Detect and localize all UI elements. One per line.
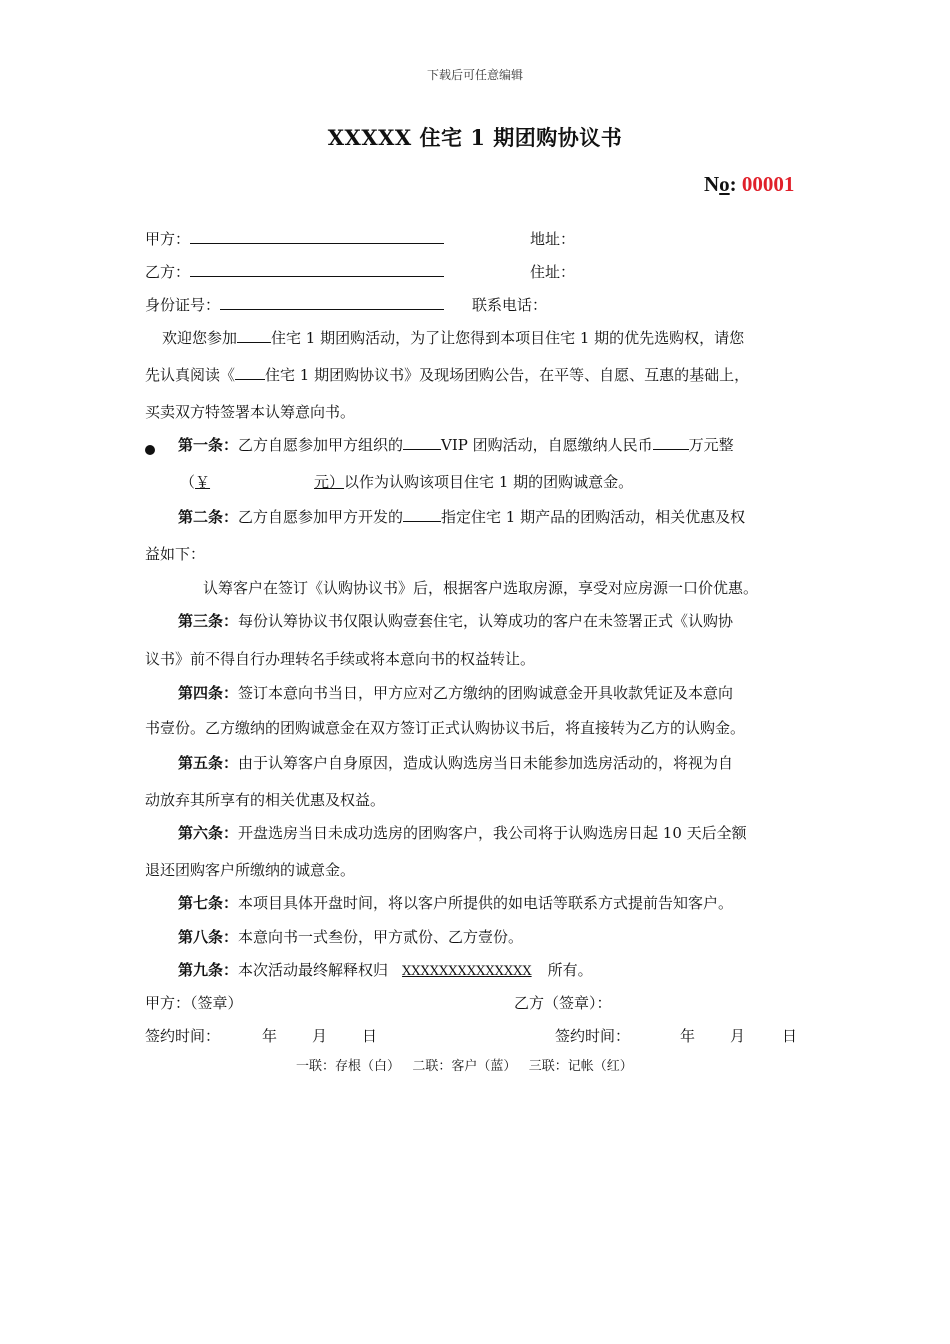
document-number: [704, 172, 794, 197]
article-1-line-1: [178, 434, 734, 455]
project-name-blank[interactable]: [237, 328, 271, 343]
id-number-blank[interactable]: [220, 295, 444, 310]
intro-line-2: [145, 364, 749, 385]
article-text: 由于认筹客户自身原因，造成认购选房当日未能参加选房活动的，将视为自: [238, 754, 734, 772]
yen-amount-field[interactable]: [195, 473, 344, 491]
intro-text: 欢迎您参加: [162, 329, 238, 347]
article-6-line-2: 退还团购客户所缴纳的诚意金。: [145, 861, 356, 879]
yen-symbol: ￥: [195, 473, 211, 491]
article-text: 指定住宅 1 期产品的团购活动，相关优惠及权: [441, 508, 746, 526]
amount-blank[interactable]: [653, 435, 689, 450]
id-number-label: 身份证号：: [145, 296, 221, 314]
article-1-line-2: [180, 471, 633, 492]
article-text: 每份认筹协议书仅限认购壹套住宅，认筹成功的客户在未签署正式《认购协: [238, 612, 734, 630]
article-9-line-1: [178, 959, 593, 980]
document-title: XXXXX 住宅 1 期团购协议书: [327, 125, 623, 150]
article-label: 第一条：: [178, 436, 239, 454]
article-2-line-2: 益如下：: [145, 545, 206, 563]
activity-blank[interactable]: [403, 435, 441, 450]
doc-no-label-o: o: [719, 172, 730, 196]
article-label: 第九条：: [178, 961, 239, 979]
residence-label: 住址：: [530, 263, 576, 281]
article-text: 乙方自愿参加甲方开发的: [238, 508, 404, 526]
article-6-line-1: [178, 822, 747, 843]
intro-text: 住宅 1 期团购协议书》及现场团购公告，在平等、自愿、互惠的基础上，: [265, 366, 750, 384]
copies-footer: 一联：存根（白） 二联：客户（蓝） 三联：记帐（红）: [296, 1059, 633, 1074]
doc-no-value: 00001: [741, 172, 795, 196]
article-3-line-2: 议书》前不得自行办理转名手续或将本意向书的权益转让。: [145, 650, 536, 668]
party-b-month: 月: [730, 1027, 746, 1045]
intro-text: 先认真阅读《: [145, 366, 236, 384]
party-a-blank[interactable]: [190, 229, 444, 244]
party-b-year: 年: [680, 1027, 696, 1045]
article-text: 开盘选房当日未成功选房的团购客户，我公司将于认购选房日起 10 天后全额: [238, 824, 747, 842]
doc-no-colon: :: [729, 172, 737, 196]
article-5-line-2: 动放弃其所享有的相关优惠及权益。: [145, 791, 386, 809]
party-b-day: 日: [782, 1027, 798, 1045]
developer-blank[interactable]: [403, 507, 441, 522]
bullet-icon: [145, 440, 155, 459]
article-text: （: [180, 473, 196, 491]
header-note: 下载后可任意编辑: [426, 68, 523, 82]
party-a-field: [145, 228, 444, 249]
yuan-label: 元）: [314, 473, 345, 491]
article-label: 第二条：: [178, 508, 239, 526]
address-label: 地址：: [530, 230, 576, 248]
article-label: 第七条：: [178, 894, 239, 912]
article-label: 第六条：: [178, 824, 239, 842]
party-a-day: 日: [362, 1027, 378, 1045]
article-3-line-1: [178, 610, 733, 631]
party-b-field: [145, 261, 444, 282]
doc-no-label-n: N: [704, 172, 720, 196]
id-number-field: [145, 294, 444, 315]
project-name-blank[interactable]: [235, 365, 265, 380]
article-label: 第五条：: [178, 754, 239, 772]
article-label: 第四条：: [178, 684, 239, 702]
party-a-signature: 甲方：（签章）: [145, 994, 243, 1012]
article-7-line-1: [178, 892, 733, 913]
article-text: 乙方自愿参加甲方组织的: [238, 436, 404, 454]
intro-text: 住宅 1 期团购活动，为了让您得到本项目住宅 1 期的优先选购权，请您: [271, 329, 745, 347]
article-5-line-1: [178, 752, 733, 773]
article-8-line-1: [178, 926, 523, 947]
article-text: 以作为认购该项目住宅 1 期的团购诚意金。: [344, 473, 634, 491]
party-a-date-label: 签约时间：: [145, 1027, 221, 1045]
party-a-label: 甲方：: [145, 230, 191, 248]
article-text: 本项目具体开盘时间，将以客户所提供的如电话等联系方式提前告知客户。: [238, 894, 734, 912]
party-a-year: 年: [262, 1027, 278, 1045]
article-text: 签订本意向书当日，甲方应对乙方缴纳的团购诚意金开具收款凭证及本意向: [238, 684, 734, 702]
party-b-blank[interactable]: [190, 262, 444, 277]
intro-line-3: 买卖双方特签署本认筹意向书。: [145, 403, 356, 421]
article-2-benefit: 认筹客户在签订《认购协议书》后，根据客户选取房源，享受对应房源一口价优惠。: [203, 579, 759, 597]
article-label: 第三条：: [178, 612, 239, 630]
party-b-signature: 乙方（签章）：: [514, 994, 612, 1012]
company-name: XXXXXXXXXXXXXX: [402, 964, 532, 979]
article-text: 本意向书一式叁份，甲方贰份、乙方壹份。: [238, 928, 524, 946]
party-b-label: 乙方：: [145, 263, 191, 281]
article-text: 所有。: [547, 961, 593, 979]
article-4-line-1: [178, 682, 733, 703]
article-4-line-2: 书壹份。乙方缴纳的团购诚意金在双方签订正式认购协议书后，将直接转为乙方的认购金。: [145, 719, 746, 737]
article-label: 第八条：: [178, 928, 239, 946]
article-text: VIP 团购活动，自愿缴纳人民币: [441, 436, 653, 454]
article-text: 本次活动最终解释权归: [238, 961, 389, 979]
party-b-date-label: 签约时间：: [555, 1027, 631, 1045]
article-2-line-1: [178, 506, 745, 527]
phone-label: 联系电话：: [472, 296, 548, 314]
party-a-month: 月: [312, 1027, 328, 1045]
article-text: 万元整: [688, 436, 734, 454]
intro-line-1: [162, 327, 744, 348]
